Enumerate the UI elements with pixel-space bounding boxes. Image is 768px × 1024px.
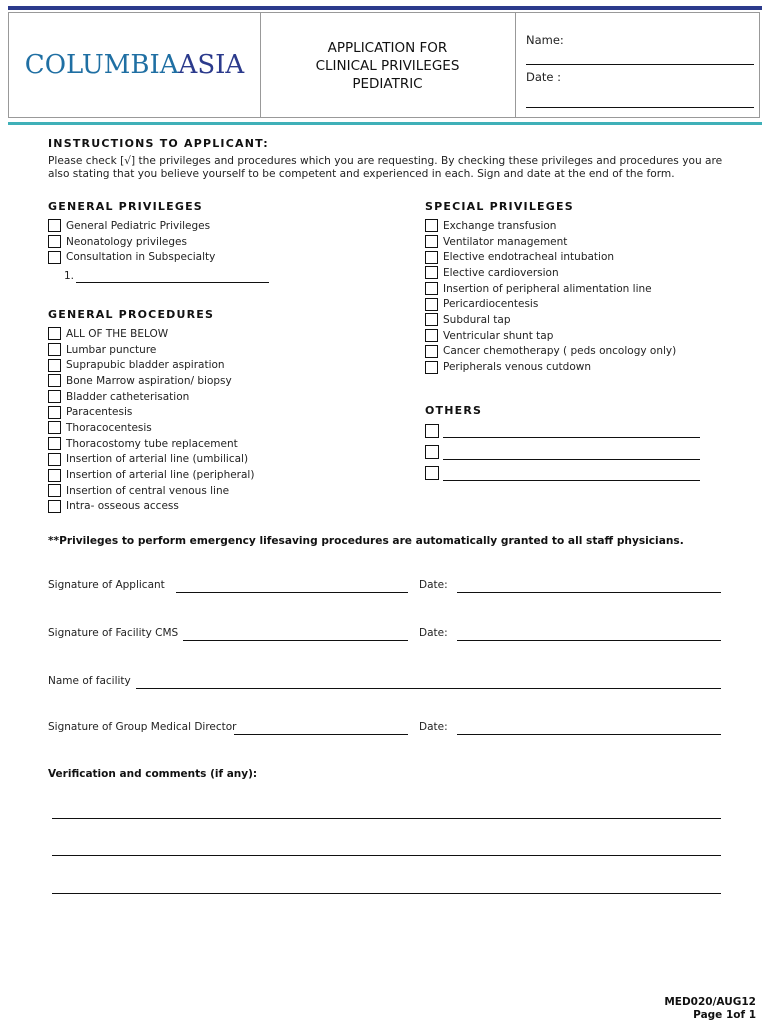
comments-line-3[interactable] xyxy=(52,893,721,894)
procedure-item[interactable] xyxy=(48,326,254,342)
date-cms-line[interactable] xyxy=(457,640,721,641)
title-line-2: CLINICAL PRIVILEGES xyxy=(315,58,460,74)
name-field-line[interactable] xyxy=(526,64,754,65)
checkbox[interactable] xyxy=(48,484,61,497)
subspecialty-field-line[interactable] xyxy=(76,282,269,283)
emergency-privileges-note: **Privileges to perform emergency lifesaving procedures are automatically granted to all staff physicians. xyxy=(48,535,684,547)
item-label: Cancer chemotherapy ( peds oncology only) xyxy=(443,345,677,358)
item-label: Insertion of peripheral alimentation line xyxy=(443,282,652,295)
item-label: Ventricular shunt tap xyxy=(443,329,554,342)
special-privilege-item[interactable] xyxy=(425,249,676,265)
item-label: ALL OF THE BELOW xyxy=(66,327,169,340)
date-cms-label: Date: xyxy=(419,627,448,639)
special-privilege-item[interactable] xyxy=(425,312,676,328)
date-field-line[interactable] xyxy=(526,107,754,108)
item-label: Thoracostomy tube replacement xyxy=(66,437,238,450)
checkbox[interactable] xyxy=(48,453,61,466)
date-director-line[interactable] xyxy=(457,734,721,735)
subspecialty-number: 1. xyxy=(64,270,75,282)
procedure-item[interactable] xyxy=(48,342,254,358)
special-privilege-item[interactable] xyxy=(425,296,676,312)
checkbox[interactable] xyxy=(48,390,61,403)
special-privilege-item[interactable] xyxy=(425,328,676,344)
item-label: Bladder catheterisation xyxy=(66,390,190,403)
item-label: Intra- osseous access xyxy=(66,500,179,513)
general-privilege-item[interactable] xyxy=(48,218,215,234)
procedure-item[interactable] xyxy=(48,373,254,389)
special-privileges-list xyxy=(425,218,676,375)
date-applicant-label: Date: xyxy=(419,579,448,591)
title-line-1: APPLICATION FOR xyxy=(327,40,448,56)
date-label: Date : xyxy=(526,70,562,84)
checkbox[interactable] xyxy=(48,359,61,372)
item-label: Suprapubic bladder aspiration xyxy=(66,359,225,372)
checkbox[interactable] xyxy=(48,219,61,232)
item-label: Neonatology privileges xyxy=(66,235,187,248)
item-label: Insertion of central venous line xyxy=(66,484,230,497)
item-label: Ventilator management xyxy=(443,235,568,248)
checkbox[interactable] xyxy=(425,235,438,248)
procedure-item[interactable] xyxy=(48,404,254,420)
facility-name-label: Name of facility xyxy=(48,675,131,687)
checkbox[interactable] xyxy=(48,406,61,419)
procedure-item[interactable] xyxy=(48,420,254,436)
item-label: Insertion of arterial line (peripheral) xyxy=(66,469,255,482)
procedure-item[interactable] xyxy=(48,499,254,515)
checkbox[interactable] xyxy=(48,235,61,248)
procedure-item[interactable] xyxy=(48,436,254,452)
date-director-label: Date: xyxy=(419,721,448,733)
instructions-text: Please check [√] the privileges and procedures which you are requesting. By checking these privileges and procedures you are also stating that you believe yourself to be competent and experienced in each. Sign and date at the end of the form. xyxy=(48,155,723,180)
item-label: Thoracocentesis xyxy=(66,421,152,434)
form-code: MED020/AUG12 xyxy=(664,996,756,1008)
checkbox[interactable] xyxy=(48,437,61,450)
special-privilege-item[interactable] xyxy=(425,265,676,281)
special-privilege-item[interactable] xyxy=(425,218,676,234)
title-line-3: PEDIATRIC xyxy=(352,76,423,92)
item-label: Elective cardioversion xyxy=(443,266,559,279)
name-label: Name: xyxy=(526,33,564,47)
item-label: Peripherals venous cutdown xyxy=(443,361,591,374)
other-field-line-3[interactable] xyxy=(443,480,700,481)
columbia-asia-logo xyxy=(25,50,244,80)
date-applicant-line[interactable] xyxy=(457,592,721,593)
item-label: Paracentesis xyxy=(66,406,133,419)
general-privileges-list xyxy=(48,218,215,265)
checkbox[interactable] xyxy=(48,500,61,513)
special-privilege-item[interactable] xyxy=(425,281,676,297)
top-border-bar xyxy=(8,6,762,10)
page-number: Page 1of 1 xyxy=(693,1009,756,1021)
checkbox[interactable] xyxy=(48,251,61,264)
checkbox[interactable] xyxy=(425,251,438,264)
signature-director-label: Signature of Group Medical Director xyxy=(48,721,237,733)
other-field-line-2[interactable] xyxy=(443,459,700,460)
item-label: Bone Marrow aspiration/ biopsy xyxy=(66,374,232,387)
logo-text-part2: ASIA xyxy=(178,50,245,80)
procedure-item[interactable] xyxy=(48,467,254,483)
checkbox[interactable] xyxy=(48,469,61,482)
comments-line-1[interactable] xyxy=(52,818,721,819)
procedure-item[interactable] xyxy=(48,452,254,468)
comments-line-2[interactable] xyxy=(52,855,721,856)
item-label: Insertion of arterial line (umbilical) xyxy=(66,453,249,466)
signature-cms-label: Signature of Facility CMS xyxy=(48,627,179,639)
general-privilege-item[interactable] xyxy=(48,249,215,265)
checkbox[interactable] xyxy=(425,266,438,279)
item-label: Exchange transfusion xyxy=(443,219,557,232)
checkbox[interactable] xyxy=(48,374,61,387)
others-heading: OTHERS xyxy=(425,404,483,417)
logo-cell xyxy=(9,13,261,117)
checkbox[interactable] xyxy=(425,298,438,311)
procedure-item[interactable] xyxy=(48,483,254,499)
header-fields xyxy=(516,13,759,117)
checkbox[interactable] xyxy=(425,345,438,358)
special-privilege-item[interactable] xyxy=(425,234,676,250)
other-field-line-1[interactable] xyxy=(443,437,700,438)
general-privileges-heading: GENERAL PRIVILEGES xyxy=(48,200,203,213)
general-privilege-item[interactable] xyxy=(48,234,215,250)
checkbox[interactable] xyxy=(425,219,438,232)
checkbox[interactable] xyxy=(48,343,61,356)
item-label: Subdural tap xyxy=(443,313,511,326)
logo-text-part1: COLUMBIA xyxy=(24,50,179,80)
facility-name-line[interactable] xyxy=(136,688,721,689)
signature-cms-line[interactable] xyxy=(183,640,408,641)
item-label: Elective endotracheal intubation xyxy=(443,251,615,264)
form-header xyxy=(8,12,760,118)
item-label: Lumbar puncture xyxy=(66,343,157,356)
verification-label: Verification and comments (if any): xyxy=(48,768,258,780)
signature-applicant-line[interactable] xyxy=(176,592,408,593)
checkbox[interactable] xyxy=(425,313,438,326)
other-checkbox-1[interactable] xyxy=(425,424,439,438)
checkbox[interactable] xyxy=(425,282,438,295)
special-privilege-item[interactable] xyxy=(425,359,676,375)
procedure-item[interactable] xyxy=(48,389,254,405)
other-checkbox-3[interactable] xyxy=(425,466,439,480)
special-privileges-heading: SPECIAL PRIVILEGES xyxy=(425,200,574,213)
special-privilege-item[interactable] xyxy=(425,344,676,360)
checkbox[interactable] xyxy=(48,327,61,340)
signature-applicant-label: Signature of Applicant xyxy=(48,579,165,591)
item-label: Pericardiocentesis xyxy=(443,298,539,311)
instructions-heading: INSTRUCTIONS TO APPLICANT: xyxy=(48,137,269,150)
teal-divider xyxy=(8,122,762,125)
general-procedures-list xyxy=(48,326,254,514)
checkbox[interactable] xyxy=(48,421,61,434)
signature-director-line[interactable] xyxy=(234,734,408,735)
procedure-item[interactable] xyxy=(48,357,254,373)
checkbox[interactable] xyxy=(425,361,438,374)
other-checkbox-2[interactable] xyxy=(425,445,439,459)
item-label: General Pediatric Privileges xyxy=(66,219,211,232)
general-procedures-heading: GENERAL PROCEDURES xyxy=(48,308,215,321)
form-title xyxy=(260,13,516,117)
checkbox[interactable] xyxy=(425,329,438,342)
item-label: Consultation in Subspecialty xyxy=(66,251,216,264)
